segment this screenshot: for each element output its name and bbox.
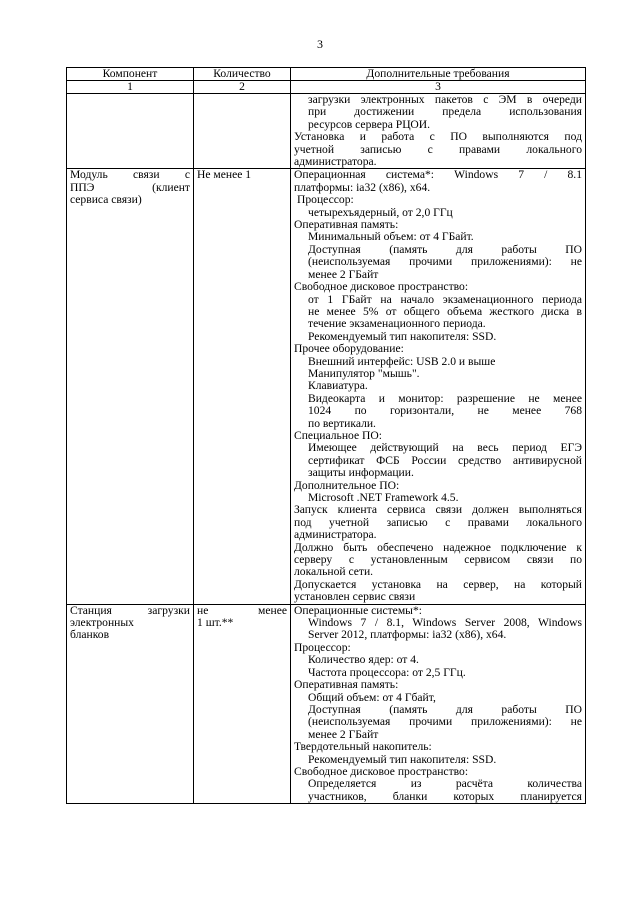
requirements-cell xyxy=(291,169,586,604)
text-line: Твердотельный накопитель: xyxy=(294,740,432,754)
text-line: Процессор: xyxy=(294,640,351,654)
text-line: Windows 7 / 8.1, Windows Server 2008, Windows xyxy=(308,616,582,630)
text-line: Операционные системы*: xyxy=(294,603,422,617)
header-component: Компонент xyxy=(67,68,194,81)
quantity-cell xyxy=(194,604,291,804)
text-line: Оперативная память: xyxy=(294,678,399,692)
table-row xyxy=(67,169,586,604)
text-line: загрузки электронных пакетов с ЭМ в очереди xyxy=(308,93,582,106)
text-line: Не менее 1 xyxy=(197,168,252,182)
text-line: Операционная система*: Windows 7 / 8.1 xyxy=(294,168,582,182)
text-line: участников, бланки которых планируется xyxy=(308,789,582,803)
text-line: Определяется из расчёта количества xyxy=(308,777,582,791)
text-line: Специальное ПО: xyxy=(294,428,382,442)
header-num-3: 3 xyxy=(291,81,586,94)
header-requirements: Дополнительные требования xyxy=(291,68,586,81)
text-line: (неиспользуемая прочими приложениями): не xyxy=(308,255,582,269)
text-line: Рекомендуемый тип накопителя: SSD. xyxy=(308,329,497,343)
text-line: администратора. xyxy=(294,155,377,169)
text-line: Дополнительное ПО: xyxy=(294,478,400,492)
component-cell xyxy=(67,604,194,804)
header-num-1: 1 xyxy=(67,81,194,94)
text-line: Рекомендуемый тип накопителя: SSD. xyxy=(308,752,497,766)
text-line: локальной сети. xyxy=(294,565,374,579)
text-line: Доступная (память для работы ПО xyxy=(308,702,582,716)
quantity-cell xyxy=(194,169,291,604)
text-line: Клавиатура. xyxy=(308,379,368,393)
text-line: при достижении предела использования xyxy=(308,105,582,119)
component-cell xyxy=(67,94,194,169)
text-line: Внешний интерфейс: USB 2.0 и выше xyxy=(308,354,496,368)
text-line: Server 2012, платформы: ia32 (x86), x64. xyxy=(308,628,507,642)
text-line: по вертикали. xyxy=(308,416,376,430)
text-line: Запуск клиента сервиса связи должен выполняться xyxy=(294,503,582,517)
requirements-table xyxy=(66,67,586,804)
text-line: менее 2 ГБайт xyxy=(308,727,379,741)
quantity-cell xyxy=(194,94,291,169)
text-line: Станция загрузки xyxy=(70,603,190,617)
text-line: Имеющее действующий на весь период ЕГЭ xyxy=(308,441,582,455)
text-line: Прочее оборудование: xyxy=(294,342,404,356)
header-num-2: 2 xyxy=(194,81,291,94)
text-line: Свободное дисковое пространство: xyxy=(294,280,469,294)
table-row xyxy=(67,604,586,804)
text-line: ресурсов сервера РЦОИ. xyxy=(308,117,431,131)
text-line: Допускается установка на сервер, на который xyxy=(294,577,582,591)
text-line: не менее 5% от общего объема жесткого диска в xyxy=(308,304,582,318)
text-line: Видеокарта и монитор: разрешение не менее xyxy=(308,391,582,405)
text-line: администратора. xyxy=(294,528,377,542)
requirements-cell xyxy=(291,604,586,804)
text-line: от 1 ГБайт на начало экзаменационного периода xyxy=(308,292,582,306)
text-line: учетной записью с правами локального xyxy=(294,142,582,156)
text-line: Microsoft .NET Framework 4.5. xyxy=(308,491,459,504)
text-line: течение экзаменационного периода. xyxy=(308,317,486,331)
text-line: электронных xyxy=(70,616,134,630)
text-line: установлен сервис связи xyxy=(294,590,416,604)
text-line: под учетной записью с правами локального xyxy=(294,515,582,529)
text-line: сервиса связи) xyxy=(70,193,142,207)
text-line: Манипулятор "мышь". xyxy=(308,366,420,380)
text-line: четырехъядерный, от 2,0 ГГц xyxy=(308,205,453,219)
text-line: 1 шт.** xyxy=(197,616,234,630)
text-line: серверу с установленным сервисом связи по xyxy=(294,553,582,567)
text-line: сертификат ФСБ России средство антивирусной xyxy=(308,453,582,467)
header-row xyxy=(67,68,586,81)
header-quantity: Количество xyxy=(194,68,291,81)
text-line: (неиспользуемая прочими приложениями): не xyxy=(308,715,582,729)
text-line: бланков xyxy=(70,628,110,642)
page-number: 3 xyxy=(317,37,323,51)
text-line: Общий объем: от 4 Гбайт, xyxy=(308,690,436,704)
text-line: ППЭ (клиент xyxy=(70,180,190,194)
text-line: 1024 по горизонтали, не менее 768 xyxy=(308,404,582,418)
text-line: Минимальный объем: от 4 ГБайт. xyxy=(308,230,474,244)
text-line: Должно быть обеспечено надежное подключение к xyxy=(294,540,582,554)
text-line: Частота процессора: от 2,5 ГГц. xyxy=(308,665,466,679)
text-line: Процессор: xyxy=(297,193,354,207)
requirements-cell xyxy=(291,94,586,169)
text-line: Доступная (память для работы ПО xyxy=(308,242,582,256)
text-line: защиты информации. xyxy=(308,466,414,480)
table-row xyxy=(67,94,586,169)
text-line: Свободное дисковое пространство: xyxy=(294,764,469,778)
text-line: менее 2 ГБайт xyxy=(308,267,379,281)
text-line: Установка и работа с ПО выполняются под xyxy=(294,130,582,144)
component-cell xyxy=(67,169,194,604)
header-number-row xyxy=(67,81,586,94)
text-line: Оперативная память: xyxy=(294,218,399,232)
text-line: не менее xyxy=(197,603,287,617)
text-line: Модуль связи с xyxy=(70,168,190,182)
text-line: Количество ядер: от 4. xyxy=(308,653,419,667)
text-line: платформы: ia32 (x86), x64. xyxy=(294,180,431,194)
